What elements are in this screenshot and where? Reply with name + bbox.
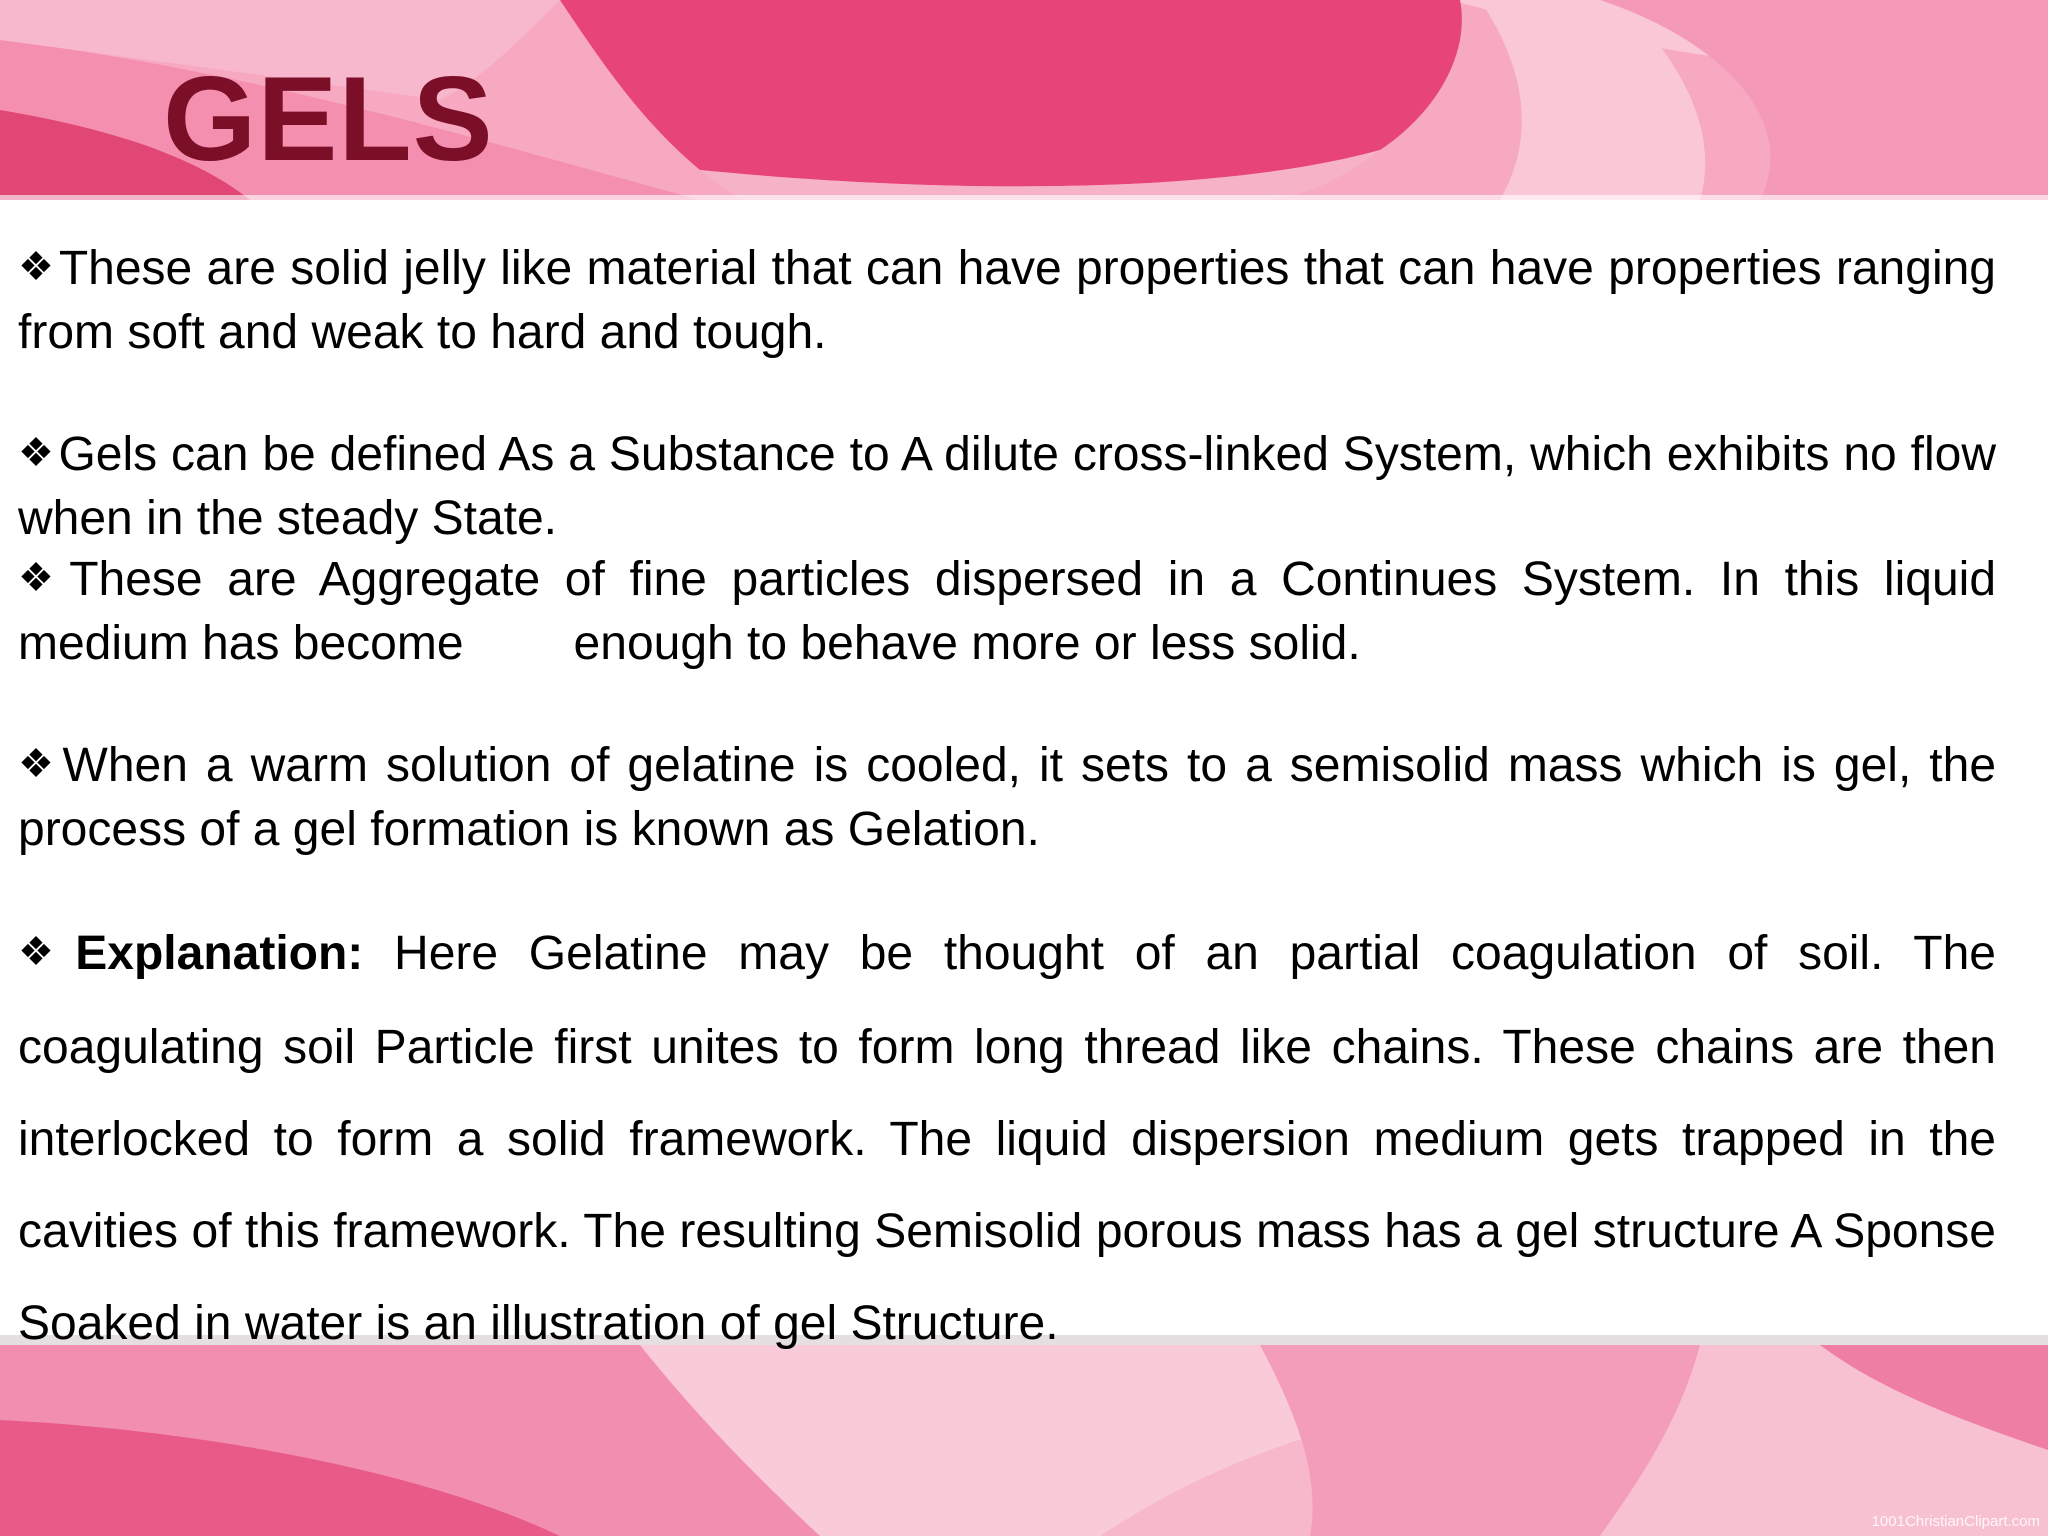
explanation-label: Explanation: <box>75 927 364 980</box>
bullet-paragraph-2 <box>18 424 1996 549</box>
diamond-bullet-icon: ❖ <box>18 930 72 974</box>
paragraph-text: These are Aggregate of fine particles dispersed in a Continues System. In this liquid medium has become <box>18 553 1997 670</box>
paragraph-text-continued: enough to behave more or less solid. <box>573 617 1361 670</box>
bullet-paragraph-4 <box>18 735 1996 860</box>
diamond-bullet-icon: ❖ <box>18 742 59 786</box>
diamond-bullet-icon: ❖ <box>18 245 55 289</box>
bullet-paragraph-1 <box>18 238 1996 363</box>
paragraph-text: These are solid jelly like material that can have properties that can have properties ranging from soft and weak to hard and tough. <box>18 242 1997 359</box>
explanation-text: Here Gelatine may be thought of an partial coagulation of soil. The coagulating soil Particle first unites to form long thread like chains. These chains are then interlocked to form a solid framework. The liquid dispersion medium gets trapped in the cavities of this framework. The resulting Semisolid porous mass has a gel structure A Sponse Soaked in water is an illustration of gel Structure. <box>18 927 1997 1350</box>
paragraph-text: Gels can be defined As a Substance to A dilute cross-linked System, which exhibits no flow when in the steady State. <box>18 428 1997 545</box>
slide-body <box>18 238 1996 1370</box>
watermark-text: 1001ChristianClipart.com <box>1871 1513 2040 1530</box>
slide-title: GELS <box>163 52 494 186</box>
bullet-paragraph-3 <box>18 549 1996 674</box>
diamond-bullet-icon: ❖ <box>18 556 66 600</box>
explanation-paragraph <box>18 908 1996 1370</box>
paragraph-text: When a warm solution of gelatine is cooled, it sets to a semisolid mass which is gel, the process of a gel formation is known as Gelation. <box>18 739 1997 856</box>
diamond-bullet-icon: ❖ <box>18 431 55 475</box>
